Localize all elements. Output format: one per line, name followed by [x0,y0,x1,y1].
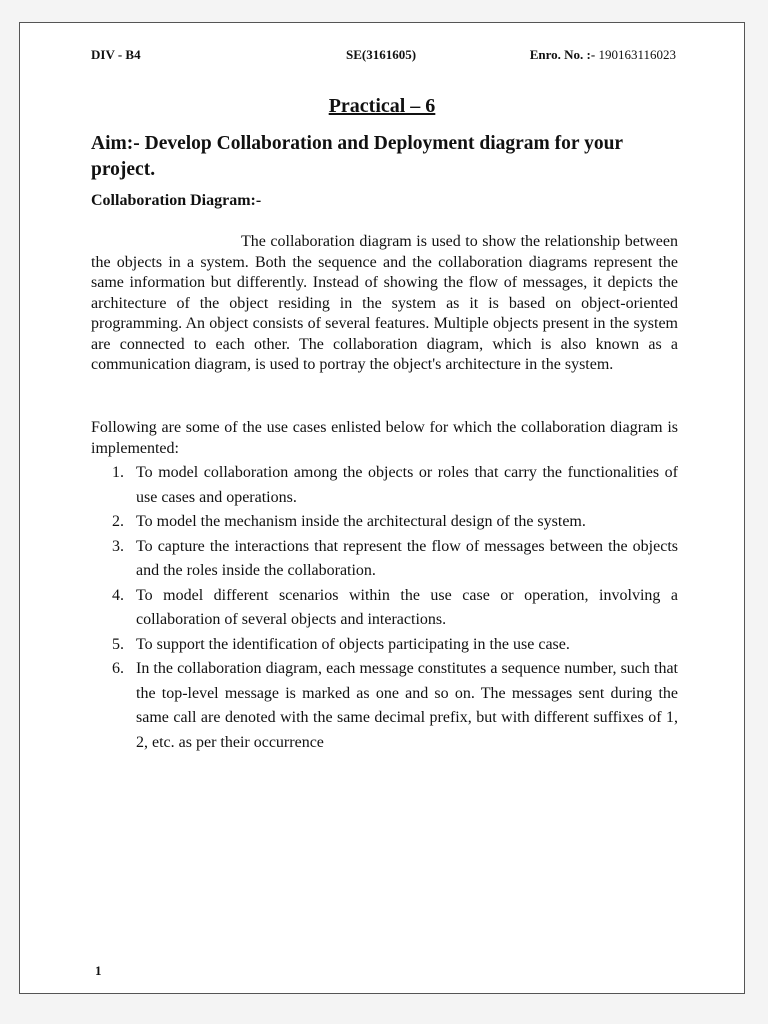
subject-code: SE(3161605) [346,47,417,62]
list-item [91,584,678,633]
list-item [91,657,678,755]
use-cases-intro: Following are some of the use cases enlisted below for which the collaboration diagram is implemented: [91,419,678,457]
list-text: In the collaboration diagram, each message constitutes a sequence number, such that the top-level message is marked as one and so on. The messages sent during the same call are denoted with the same decimal prefix, but with different suffixes of 1, 2, etc. as per their occurrence [136,660,678,751]
list-text: To capture the interactions that represent the flow of messages between the objects and the roles inside the collaboration. [136,537,678,579]
enrollment-value: 190163116023 [598,47,676,62]
list-item [91,633,678,658]
enrollment-number [530,47,676,63]
aim-heading: Aim:- Develop Collaboration and Deployment diagram for your project. [91,133,623,180]
list-number: 3. [112,537,124,555]
list-item [91,535,678,584]
page-number: 1 [95,963,102,978]
list-text: To model the mechanism inside the architectural design of the system. [136,513,586,530]
intro-paragraph: The collaboration diagram is used to show the relationship between the objects in a system. Both the sequence and the collaboration diagrams represent the same information but differently. Instead of showing the flow of messages, it depicts the architecture of the object residing in the system as it is based on object-oriented programming. An object consists of several features. Multiple objects present in the system are connected to each other. The collaboration diagram, which is also known as a communication diagram, is used to portray the object's architecture in the system. [91,233,678,373]
document-page [19,22,745,994]
enrollment-label: Enro. No. :- [529,47,596,62]
list-text: To support the identification of objects participating in the use case. [136,635,570,653]
list-text: To model collaboration among the objects or roles that carry the functionalities of use cases and operations. [136,464,678,506]
list-item [91,461,678,510]
list-number: 6. [112,660,124,677]
section-subheading: Collaboration Diagram:- [91,192,262,209]
list-text: To model different scenarios within the use case or operation, involving a collaboration of several objects and interactions. [136,586,678,628]
list-number: 1. [112,464,124,481]
division-label: DIV - B4 [91,47,141,62]
list-number: 4. [112,586,124,604]
list-number: 2. [112,513,124,530]
list-item [91,510,678,535]
use-case-list [91,461,678,755]
list-number: 5. [112,635,124,653]
practical-title [20,95,744,118]
page-header [91,47,676,65]
practical-title-text: Practical – 6 [328,95,436,117]
